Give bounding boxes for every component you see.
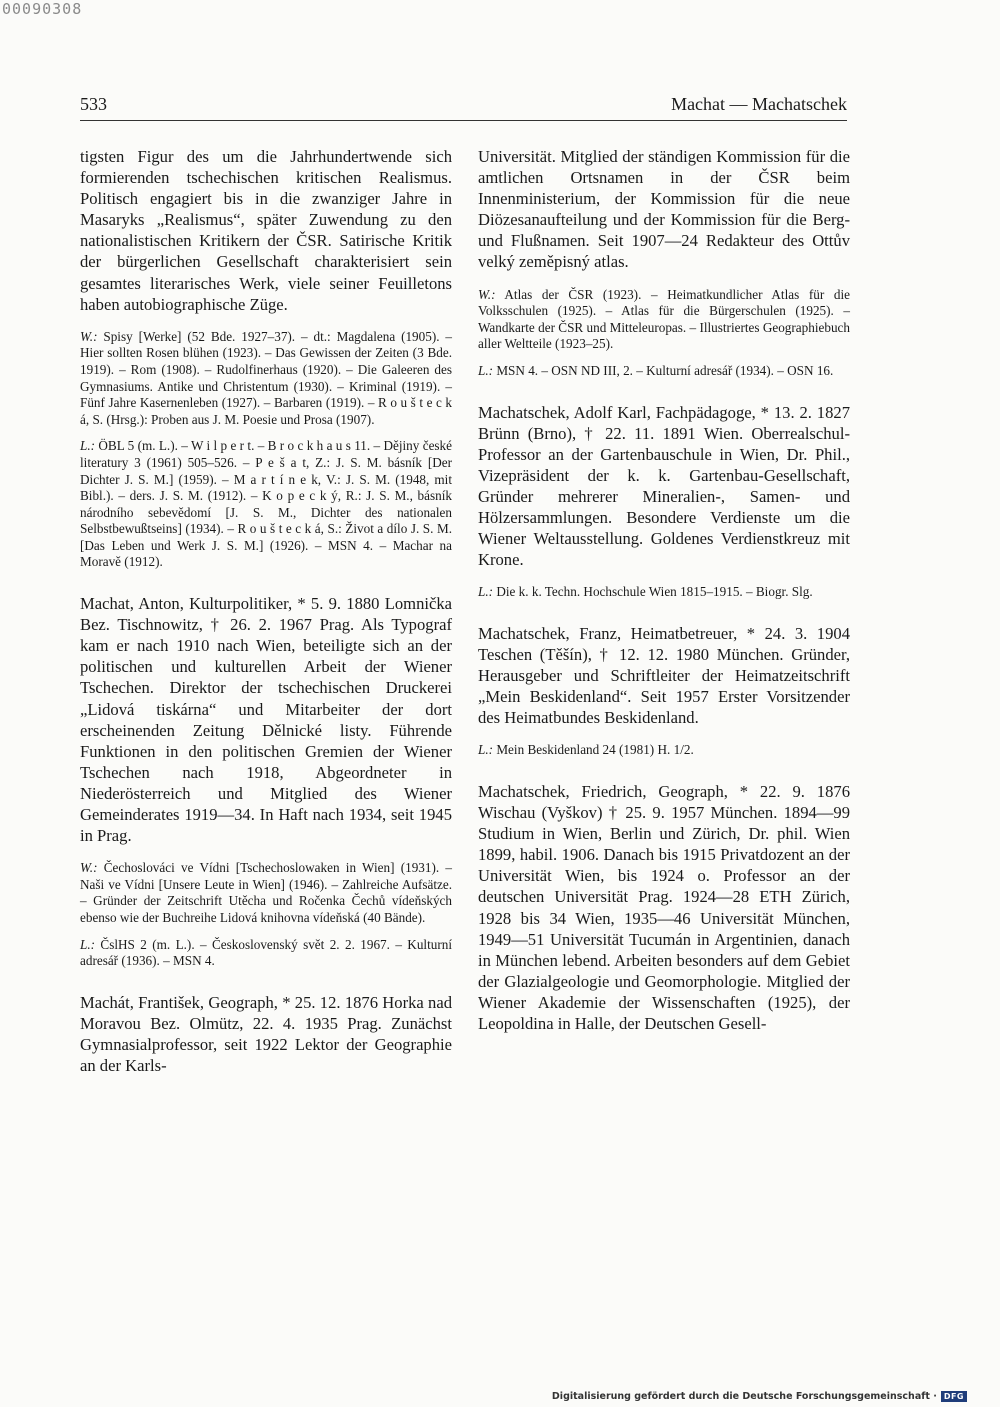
literature-list [80,438,452,571]
works-list [478,287,850,353]
entry-machatschek-franz: Machatschek, Franz, Heimatbetreuer, * 24. 3. 1904 Teschen (Těšín), † 12. 12. 1980 München. Gründer, Herausgeber und Schriftleiter der Heimatzeitschrift „Mein Beskidenland“. Seit 1957 Erster Vorsitzender des Heimatbundes Beskidenland. [478,623,850,728]
dfg-logo: DFG [941,1391,967,1402]
entry-machatschek-friedrich: Machatschek, Friedrich, Geograph, * 22. 9. 1876 Wischau (Vyškov) † 25. 9. 1957 München. 1894—99 Studium in Wien, Berlin und Zürich, Dr. phil. Wien 1899, habil. 1906. Danach bis 1915 Privatdozent an der Universität Wien, bis 1924 o. Professor an der deutschen Universität Prag. 1924—28 ETH Zürich, 1928 bis 34 Wien, 1935—46 Universität München, 1949—51 Universität Tucumán in Argentinien, danach in München lebend. Arbeiten besonders auf dem Gebiet der Glazialgeologie und Geomorphologie. Mitglied der Wiener Akademie der Wissenschaften (1925), der Leopoldina in Halle, der Deutschen Gesell- [478,781,850,1033]
works-label: W.: [80,328,98,344]
literature-label: L.: [478,584,494,600]
works-label: W.: [80,860,98,876]
literature-label: L.: [478,742,494,758]
literature-text: ÖBL 5 (m. L.). – W i l p e r t. – B r o c k h a u s 11. – Dějiny české literatury 3 (1961) 505–526. – P e š a t, Z.: J. S. M. básník [Der Dichter J. S. M.] (1959). – M a r t í n e k, V.: J. S. M. (1948, mit Bibl.). – ders. J. S. M. (1912). – K o p e c k ý, R.: J. S. M., básník národního sebevědomí [J. S. M., Dichter des nationalen Selbstbewußtseins] (1934). – R o u š t e c k á, S.: Život a dílo J. S. M. [Das Leben und Werk J. S. M.] (1926). – MSN 4. – Machar na Moravě (1912). [80,438,453,570]
scan-id: 00090308 [2,0,83,18]
literature-text: Die k. k. Techn. Hochschule Wien 1815–1915. – Biogr. Slg. [496,584,813,600]
literature-label: L.: [80,936,96,952]
right-column [478,146,850,1034]
works-label: W.: [478,286,496,302]
literature-text: MSN 4. – OSN ND III, 2. – Kulturní adresář (1934). – OSN 16. [496,362,834,378]
literature-list [478,363,850,380]
works-text: Atlas der ČSR (1923). – Heimatkundlicher Atlas für die Volksschulen (1925). – Atlas für die Bürgerschulen (1925). – Wandkarte der ČSR und Mitteleuropas. – Illustriertes Geographiebuch aller Weltteile (1923–25). [478,286,850,352]
running-head: Machat — Machatschek [671,94,847,114]
footer-credit: Digitalisierung gefördert durch die Deutsche Forschungsgemeinschaft · [551,1391,937,1402]
literature-label: L.: [478,362,494,378]
literature-text: ČslHS 2 (m. L.). – Československý svět 2. 2. 1967. – Kulturní adresář (1936). – MSN 4. [80,936,452,969]
literature-list [478,584,850,601]
entry-continuation: tigsten Figur des um die Jahrhundertwende sich formierenden tschechischen kritischen Realismus. Politisch engagiert bis in die zwanziger Jahre in Masaryks „Realismus“, später Zuwendung zu den nationalistischen Kritikern der ČSR. Satirische Kritik der bürgerlichen Gesellschaft charakterisiert sein gesamtes literarisches Werk, viele seiner Feuilletons haben autobiographische Züge. [80,147,452,314]
literature-list [478,742,850,759]
works-text: Spisy [Werke] (52 Bde. 1927–37). – dt.: Magdalena (1905). – Hier sollten Rosen blühen (1923). – Das Gewissen der Zeiten (3 Bde. 1919). – Rom (1908). – Rudolfinerhaus (1920). – Die Galeeren des Gymnasiums. Antike und Christentum (1930). – Kriminal (1919). – Fünf Jahre Kasernenleben (1927). – Barbaren (1919). – R o u š t e c k á, S. (Hrsg.): Proben aus J. M. Poesie und Prosa (1907). [80,328,453,427]
page-number: 533 [80,94,107,114]
entry-machatschek-adolf: Machatschek, Adolf Karl, Fachpädagoge, * 13. 2. 1827 Brünn (Brno), † 22. 11. 1891 Wien. Oberrealschul-Professor an der Gartenbauschule in Wien, Dr. Phil., Vizepräsident der k. k. Gartenbau-Gesellschaft, Gründer mehrerer Mineralien-, Samen- und Hölzersammlungen. Besondere Verdienste um die Wiener Weltausstellung. Goldenes Verdienstkreuz mit Krone. [478,402,850,570]
works-text: Čechoslováci ve Vídni [Tschechoslowaken in Wien] (1931). – Naši ve Vídni [Unsere Leute in Wien] (1946). – Zahlreiche Aufsätze. – Gründer der Zeitschrift Utěcha und Ročenka Čechů vídeňských ebenso wie der Buchreihe Lidová knihovna vídeňská (40 Bände). [80,860,452,925]
literature-text: Mein Beskidenland 24 (1981) H. 1/2. [496,742,694,758]
literature-label: L.: [80,438,96,454]
works-list [80,329,452,429]
entry-machat-anton: Machat, Anton, Kulturpolitiker, * 5. 9. 1880 Lomnička Bez. Tischnowitz, † 26. 2. 1967 Prag. Als Typograf kam er nach 1910 nach Wien, beteiligte sich an der politischen und kulturellen Arbeit der Wiener Tschechen. Direktor der tschechischen Druckerei „Lidová tiskárna“ und Mitarbeiter der dort erscheinenden Zeitung Dělnické listy. Führende Funktionen in den politischen Gremien der Wiener Tschechen nach 1918, Abgeordneter in Niederösterreich und Mitglied des Wiener Gemeinderates 1919—34. In Haft nach 1934, seit 1945 in Prag. [80,594,452,846]
digitization-footer [552,1391,967,1402]
left-column [80,146,452,1076]
works-list [80,860,452,926]
entry-machat-frantisek: Machát, František, Geograph, * 25. 12. 1876 Horka nad Moravou Bez. Olmütz, 22. 4. 1935 Prag. Zunächst Gymnasialprofessor, seit 1922 Lektor der Geographie an der Karls- [80,992,452,1076]
entry-continuation: Universität. Mitglied der ständigen Kommission für die amtlichen Ortsnamen in der ČSR beim Innenministerium, der Kommission für die neue Diözesanaufteilung und der Kommission für die Berg- und Flußnamen. Seit 1907—24 Redakteur des Ottův velký zeměpisný atlas. [478,147,850,272]
literature-list [80,937,452,970]
page-header [80,90,847,121]
